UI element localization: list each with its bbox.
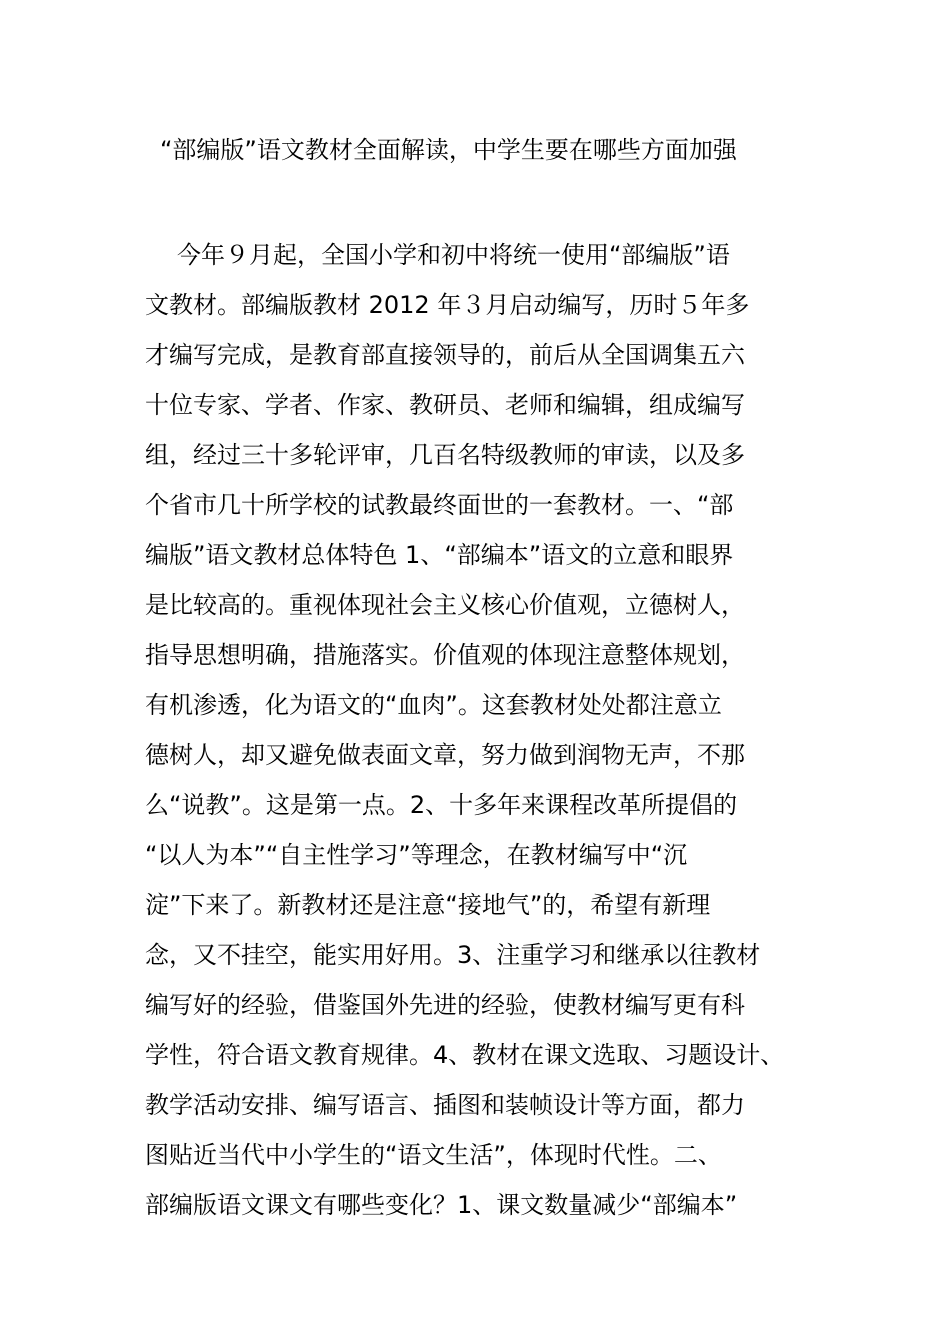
body-line: 个省市几十所学校的试教最终面世的一套教材。一、“部 (145, 491, 734, 519)
document-body (145, 230, 845, 1230)
body-line: 部编版语文课文有哪些变化？1、课文数量减少“部编本” (145, 1191, 738, 1219)
body-line: 么“说教”。这是第一点。2、十多年来课程改革所提倡的 (145, 791, 738, 819)
body-line: 德树人，却又避免做表面文章，努力做到润物无声，不那 (145, 741, 745, 769)
body-line: 是比较高的。重视体现社会主义核心价值观，立德树人， (145, 591, 745, 619)
body-line: 教学活动安排、编写语言、插图和装帧设计等方面，都力 (145, 1091, 745, 1119)
document-title: “部编版”语文教材全面解读，中学生要在哪些方面加强 (160, 136, 737, 164)
body-line: 学性，符合语文教育规律。4、教材在课文选取、习题设计、 (145, 1041, 785, 1069)
body-line: 编写好的经验，借鉴国外先进的经验，使教材编写更有科 (145, 991, 745, 1019)
body-line: 念，又不挂空，能实用好用。3、注重学习和继承以往教材 (145, 941, 761, 969)
body-line: 编版”语文教材总体特色 1、“部编本”语文的立意和眼界 (145, 541, 734, 569)
body-line: 淀”下来了。新教材还是注意“接地气”的，希望有新理 (145, 891, 711, 919)
body-line: 才编写完成，是教育部直接领导的，前后从全国调集五六 (145, 341, 745, 369)
body-line: 图贴近当代中小学生的“语文生活”，体现时代性。二、 (145, 1141, 722, 1169)
body-line: 文教材。部编版教材 2012 年３月启动编写，历时５年多 (145, 291, 750, 319)
body-line: 有机渗透，化为语文的“血肉”。这套教材处处都注意立 (145, 691, 722, 719)
body-line: 指导思想明确，措施落实。价值观的体现注意整体规划， (145, 641, 745, 669)
body-line: 组，经过三十多轮评审，几百名特级教师的审读，以及多 (145, 441, 745, 469)
body-line: “以人为本”“自主性学习”等理念，在教材编写中“沉 (145, 841, 688, 869)
body-line: 今年９月起，全国小学和初中将统一使用“部编版”语 (177, 241, 730, 269)
body-line: 十位专家、学者、作家、教研员、老师和编辑，组成编写 (145, 391, 745, 419)
